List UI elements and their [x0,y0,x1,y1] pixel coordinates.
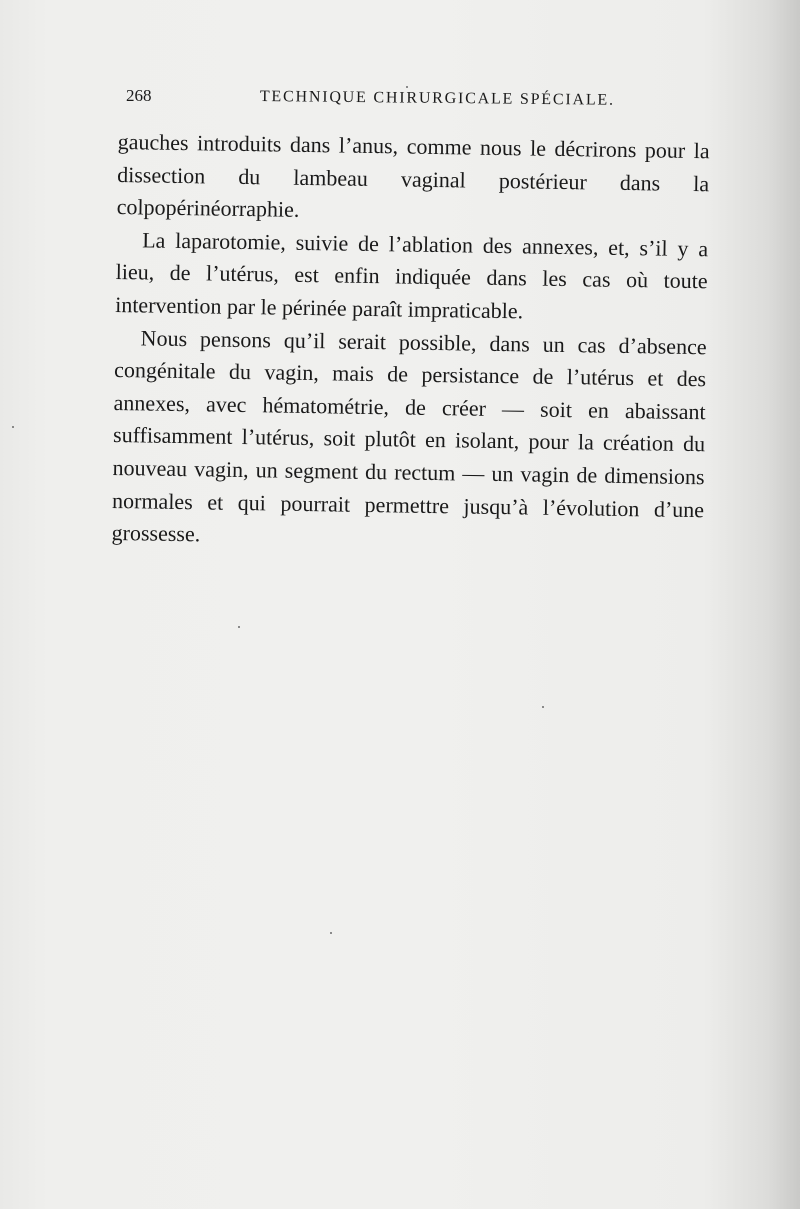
body-text [111,126,710,559]
paper-speck [542,706,544,708]
paper-speck [330,932,332,934]
page-number: 268 [126,86,152,105]
page-header [120,86,720,116]
paper-speck [406,86,408,88]
paper-speck [238,626,240,628]
paragraph-absence-vagin: Nous pensons qu’il serait possible, dans un cas d’absence congénitale du vagin, mais de persistance de l’utérus et des annexes, avec hématométrie, de créer — soit en abaissant suffisamment l’utérus, soit plutôt en isolant, pour la création du nouveau vagin, un segment du rectum — un vagin de dimensions normales et qui pourrait permettre jusqu’à l’évolution d’une grossesse. [111,324,707,547]
paragraph-continuation: gauches introduits dans l’anus, comme nous le décrirons pour la dissection du lambeau vaginal postérieur dans la colpopérinéorraphie. [116,128,710,223]
paper-speck [12,426,14,428]
running-title: TECHNIQUE CHIRURGICALE SPÉCIALE. [259,88,615,109]
paragraph-laparotomie: La laparotomie, suivie de l’ablation des annexes, et, s’il y a lieu, de l’utérus, est enfin indiquée dans les cas où toute intervention par le périnée paraît impraticable. [115,227,709,324]
